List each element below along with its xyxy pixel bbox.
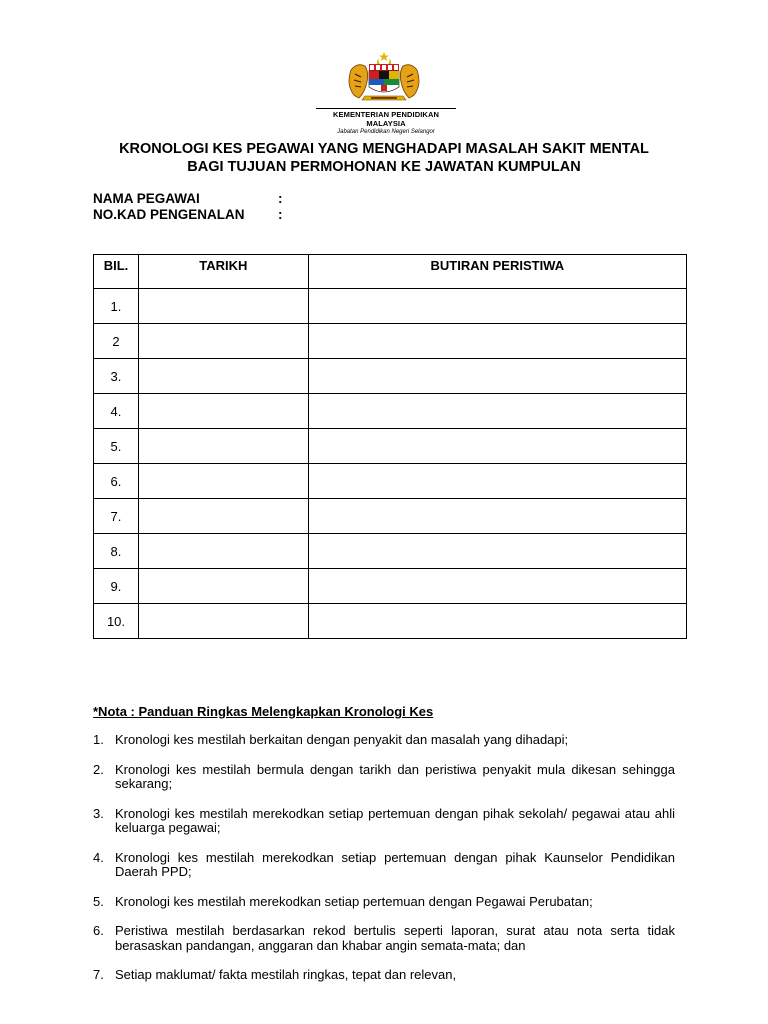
row-number: 5. xyxy=(94,429,139,464)
note-number: 6. xyxy=(93,923,104,938)
field-label: NAMA PEGAWAI xyxy=(93,191,200,206)
row-number: 2 xyxy=(94,324,139,359)
title-line-2: BAGI TUJUAN PERMOHONAN KE JAWATAN KUMPULAN xyxy=(187,159,581,175)
note-number: 2. xyxy=(93,761,104,777)
ministry-header xyxy=(316,108,456,136)
document-title xyxy=(60,140,708,176)
ministry-name: KEMENTERIAN PENDIDIKAN MALAYSIA xyxy=(333,110,439,128)
row-number: 6. xyxy=(94,464,139,499)
tarikh-cell[interactable] xyxy=(138,604,308,639)
table-row xyxy=(94,464,687,499)
header-butiran-peristiwa: BUTIRAN PERISTIWA xyxy=(308,255,686,289)
row-number: 4. xyxy=(94,394,139,429)
notes-title: *Nota : Panduan Ringkas Melengkapkan Kronologi Kes xyxy=(93,704,434,719)
department-name: Jabatan Pendidikan Negeri Selangor xyxy=(337,129,435,135)
tarikh-cell[interactable] xyxy=(138,289,308,324)
header-rule xyxy=(316,108,456,109)
tarikh-cell[interactable] xyxy=(138,429,308,464)
row-number: 1. xyxy=(94,289,139,324)
field-colon: : xyxy=(278,191,283,206)
butiran-cell[interactable] xyxy=(308,324,686,359)
note-item xyxy=(93,924,675,953)
tarikh-cell[interactable] xyxy=(138,464,308,499)
note-number: 3. xyxy=(93,805,104,821)
note-text: Kronologi kes mestilah berkaitan dengan penyakit dan masalah yang dihadapi; xyxy=(115,732,569,747)
note-item xyxy=(93,733,675,748)
tarikh-cell[interactable] xyxy=(138,534,308,569)
malaysia-coat-of-arms-icon xyxy=(343,50,425,110)
butiran-cell[interactable] xyxy=(308,464,686,499)
note-item xyxy=(93,968,675,983)
note-number: 7. xyxy=(93,967,104,982)
note-text: Kronologi kes mestilah merekodkan setiap pertemuan dengan pihak sekolah/ pegawai atau ahli keluarga pegawai; xyxy=(115,805,675,835)
row-number: 8. xyxy=(94,534,139,569)
tarikh-cell[interactable] xyxy=(138,394,308,429)
title-line-1: KRONOLOGI KES PEGAWAI YANG MENGHADAPI MASALAH SAKIT MENTAL xyxy=(119,141,649,157)
field-colon: : xyxy=(278,207,283,222)
table-row xyxy=(94,534,687,569)
note-text: Kronologi kes mestilah bermula dengan tarikh dan peristiwa penyakit mula dikesan sehingga sekarang; xyxy=(115,761,675,791)
note-item xyxy=(93,895,675,910)
butiran-cell[interactable] xyxy=(308,604,686,639)
note-text: Kronologi kes mestilah merekodkan setiap pertemuan dengan Pegawai Perubatan; xyxy=(115,893,593,909)
tarikh-cell[interactable] xyxy=(138,324,308,359)
table-row xyxy=(94,604,687,639)
tarikh-cell[interactable] xyxy=(138,499,308,534)
note-item xyxy=(93,851,675,880)
table-row xyxy=(94,569,687,604)
note-text: Kronologi kes mestilah merekodkan setiap pertemuan dengan pihak Kaunselor Pendidikan Daerah PPD; xyxy=(115,849,675,879)
row-number: 3. xyxy=(94,359,139,394)
table-body xyxy=(94,289,687,639)
row-number: 9. xyxy=(94,569,139,604)
butiran-cell[interactable] xyxy=(308,499,686,534)
butiran-cell[interactable] xyxy=(308,534,686,569)
header-tarikh: TARIKH xyxy=(138,255,308,289)
table-header-row xyxy=(94,255,687,289)
table-row xyxy=(94,429,687,464)
note-item xyxy=(93,807,675,836)
field-label: NO.KAD PENGENALAN xyxy=(93,207,245,222)
butiran-cell[interactable] xyxy=(308,394,686,429)
table-row xyxy=(94,359,687,394)
row-number: 10. xyxy=(94,604,139,639)
butiran-cell[interactable] xyxy=(308,359,686,394)
note-number: 4. xyxy=(93,849,104,865)
row-number: 7. xyxy=(94,499,139,534)
note-item xyxy=(93,763,675,792)
notes-list xyxy=(93,733,675,998)
note-number: 1. xyxy=(93,732,104,747)
butiran-cell[interactable] xyxy=(308,289,686,324)
table-row xyxy=(94,394,687,429)
header-bil: BIL. xyxy=(94,255,139,289)
note-text: Peristiwa mestilah berdasarkan rekod bertulis seperti laporan, surat atau nota serta tidak berasaskan pandangan, anggaran dan khabar angin semata-mata; dan xyxy=(115,923,675,953)
chronology-table xyxy=(93,254,687,639)
tarikh-cell[interactable] xyxy=(138,569,308,604)
table-row xyxy=(94,289,687,324)
butiran-cell[interactable] xyxy=(308,569,686,604)
table-row xyxy=(94,499,687,534)
note-text: Setiap maklumat/ fakta mestilah ringkas, tepat dan relevan, xyxy=(115,967,457,982)
tarikh-cell[interactable] xyxy=(138,359,308,394)
note-number: 5. xyxy=(93,893,104,909)
butiran-cell[interactable] xyxy=(308,429,686,464)
table-row xyxy=(94,324,687,359)
